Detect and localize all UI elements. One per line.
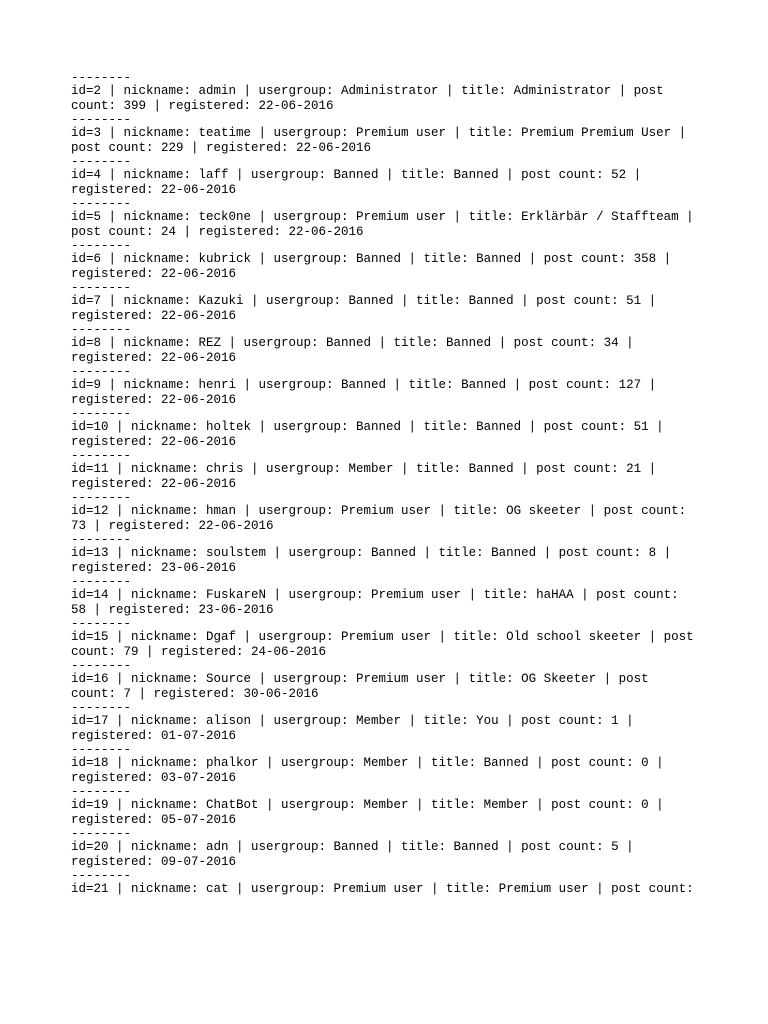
record-block [71, 156, 711, 198]
document-body [71, 72, 711, 897]
record-block [71, 324, 711, 366]
record-line-1: id=19 | nickname: ChatBot | usergroup: Member | title: Member | post count: 0 | [71, 798, 664, 812]
record-line-1: id=6 | nickname: kubrick | usergroup: Banned | title: Banned | post count: 358 | [71, 252, 672, 266]
record-block [71, 828, 711, 870]
record-line-2: 73 | registered: 22-06-2016 [71, 519, 274, 533]
separator-line: -------- [71, 533, 132, 547]
record-block [71, 576, 711, 618]
record-line-2: registered: 22-06-2016 [71, 183, 237, 197]
record-line-2: 58 | registered: 23-06-2016 [71, 603, 274, 617]
record-line-2: registered: 01-07-2016 [71, 729, 237, 743]
separator-line: -------- [71, 743, 132, 757]
record-line-1: id=21 | nickname: cat | usergroup: Premium user | title: Premium user | post count: [71, 882, 694, 896]
record-line-2: registered: 22-06-2016 [71, 393, 237, 407]
record-line-2: registered: 23-06-2016 [71, 561, 237, 575]
record-line-1: id=16 | nickname: Source | usergroup: Premium user | title: OG Skeeter | post [71, 672, 649, 686]
separator-line: -------- [71, 785, 132, 799]
record-line-1: id=20 | nickname: adn | usergroup: Banned | title: Banned | post count: 5 | [71, 840, 634, 854]
separator-line: -------- [71, 617, 132, 631]
record-line-2: registered: 22-06-2016 [71, 267, 237, 281]
separator-line: -------- [71, 113, 132, 127]
record-block [71, 408, 711, 450]
record-line-1: id=18 | nickname: phalkor | usergroup: Member | title: Banned | post count: 0 | [71, 756, 664, 770]
record-block [71, 240, 711, 282]
record-line-1: id=2 | nickname: admin | usergroup: Administrator | title: Administrator | post [71, 84, 664, 98]
record-line-1: id=11 | nickname: chris | usergroup: Member | title: Banned | post count: 21 | [71, 462, 657, 476]
separator-line: -------- [71, 323, 132, 337]
record-line-1: id=4 | nickname: laff | usergroup: Banned | title: Banned | post count: 52 | [71, 168, 642, 182]
record-line-2: registered: 22-06-2016 [71, 435, 237, 449]
record-line-2: registered: 22-06-2016 [71, 351, 237, 365]
record-block [71, 618, 711, 660]
record-line-1: id=10 | nickname: holtek | usergroup: Banned | title: Banned | post count: 51 | [71, 420, 664, 434]
record-line-2: registered: 03-07-2016 [71, 771, 237, 785]
record-line-1: id=7 | nickname: Kazuki | usergroup: Banned | title: Banned | post count: 51 | [71, 294, 657, 308]
record-block [71, 660, 711, 702]
record-block [71, 870, 711, 897]
separator-line: -------- [71, 71, 132, 85]
record-line-2: post count: 24 | registered: 22-06-2016 [71, 225, 364, 239]
separator-line: -------- [71, 869, 132, 883]
record-line-2: registered: 09-07-2016 [71, 855, 237, 869]
separator-line: -------- [71, 239, 132, 253]
separator-line: -------- [71, 155, 132, 169]
separator-line: -------- [71, 701, 132, 715]
record-block [71, 114, 711, 156]
record-block [71, 744, 711, 786]
record-block [71, 492, 711, 534]
record-line-1: id=9 | nickname: henri | usergroup: Banned | title: Banned | post count: 127 | [71, 378, 657, 392]
record-block [71, 72, 711, 114]
separator-line: -------- [71, 365, 132, 379]
record-line-1: id=13 | nickname: soulstem | usergroup: Banned | title: Banned | post count: 8 | [71, 546, 672, 560]
record-block [71, 282, 711, 324]
record-line-2: registered: 05-07-2016 [71, 813, 237, 827]
record-line-2: count: 79 | registered: 24-06-2016 [71, 645, 327, 659]
record-block [71, 366, 711, 408]
separator-line: -------- [71, 407, 132, 421]
separator-line: -------- [71, 659, 132, 673]
record-block [71, 450, 711, 492]
record-line-2: registered: 22-06-2016 [71, 309, 237, 323]
separator-line: -------- [71, 449, 132, 463]
record-line-1: id=12 | nickname: hman | usergroup: Premium user | title: OG skeeter | post count: [71, 504, 687, 518]
record-line-2: count: 399 | registered: 22-06-2016 [71, 99, 334, 113]
record-line-2: post count: 229 | registered: 22-06-2016 [71, 141, 372, 155]
record-line-1: id=17 | nickname: alison | usergroup: Member | title: You | post count: 1 | [71, 714, 634, 728]
record-line-1: id=14 | nickname: FuskareN | usergroup: Premium user | title: haHAA | post count: [71, 588, 679, 602]
record-line-1: id=5 | nickname: teck0ne | usergroup: Premium user | title: Erklärbär / Staffteam | [71, 210, 694, 224]
record-line-2: registered: 22-06-2016 [71, 477, 237, 491]
record-block [71, 786, 711, 828]
record-line-1: id=3 | nickname: teatime | usergroup: Premium user | title: Premium Premium User | [71, 126, 687, 140]
separator-line: -------- [71, 575, 132, 589]
record-block [71, 702, 711, 744]
record-line-2: count: 7 | registered: 30-06-2016 [71, 687, 319, 701]
separator-line: -------- [71, 281, 132, 295]
separator-line: -------- [71, 827, 132, 841]
record-line-1: id=8 | nickname: REZ | usergroup: Banned | title: Banned | post count: 34 | [71, 336, 634, 350]
separator-line: -------- [71, 197, 132, 211]
record-block [71, 534, 711, 576]
separator-line: -------- [71, 491, 132, 505]
record-line-1: id=15 | nickname: Dgaf | usergroup: Premium user | title: Old school skeeter | post [71, 630, 694, 644]
record-block [71, 198, 711, 240]
